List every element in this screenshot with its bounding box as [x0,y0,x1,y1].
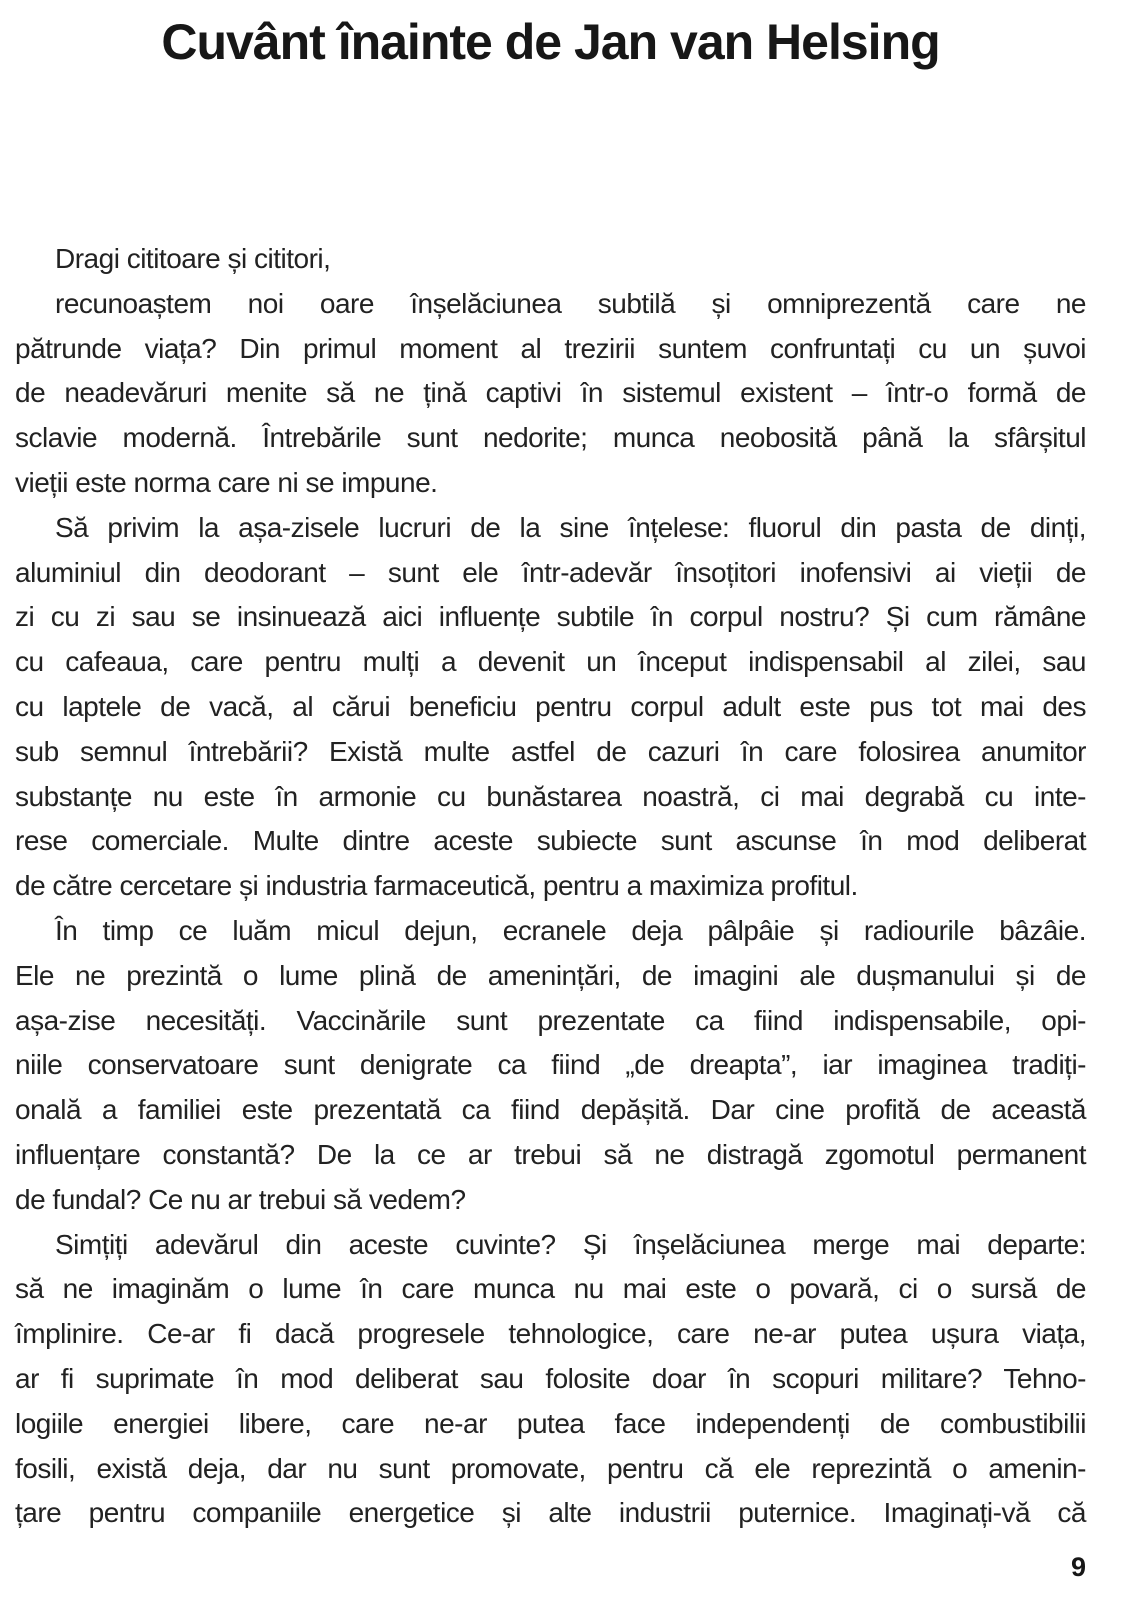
paragraph [15,237,1086,282]
text-line: țare pentru companiile energetice și alte industrii puternice. Imaginați-vă că [15,1497,1086,1529]
text-line: Dragi cititoare și cititori, [55,243,331,274]
text-line: zi cu zi sau se insinuează aici influențe subtile în corpul nostru? Și cum rămâne [15,601,1086,633]
text-line: cu cafeaua, care pentru mulți a devenit un început indispensabil al zilei, sau [15,646,1086,678]
text-line: de către cercetare și industria farmaceutică, pentru a maximiza profitul. [15,870,858,902]
paragraph [15,282,1086,506]
text-line: fosili, există deja, dar nu sunt promovate, pentru că ele reprezintă o amenin- [15,1452,1086,1484]
text-line: aluminiul din deodorant – sunt ele într-adevăr însoțitori inofensivi ai vieții de [15,556,1086,588]
text-line: Să privim la așa-zisele lucruri de la sine înțelese: fluorul din pasta de dinți, [55,511,1086,543]
text-line: influențare constantă? De la ce ar trebui să ne distragă zgomotul permanent [15,1138,1086,1170]
text-line: așa-zise necesități. Vaccinările sunt prezentate ca fiind indispensabile, opi- [15,1004,1086,1036]
text-line: Simțiți adevărul din aceste cuvinte? Și înșelăciunea merge mai departe: [55,1228,1086,1260]
text-line: sub semnul întrebării? Există multe astfel de cazuri în care folosirea anumitor [15,735,1086,767]
paragraph [15,1223,1086,1537]
page-number: 9 [1070,1552,1086,1582]
text-line: pătrunde viața? Din primul moment al trezirii suntem confruntați cu un șuvoi [15,332,1086,364]
text-line: În timp ce luăm micul dejun, ecranele deja pâlpâie și radiourile bâzâie. [55,914,1086,946]
text-line: Ele ne prezintă o lume plină de amenințări, de imagini ale dușmanului și de [15,959,1086,991]
text-line: rese comerciale. Multe dintre aceste subiecte sunt ascunse în mod deliberat [15,825,1086,857]
text-line: împlinire. Ce-ar fi dacă progresele tehnologice, care ne-ar putea ușura viața, [15,1318,1086,1350]
paragraph [15,909,1086,1223]
text-line: recunoaștem noi oare înșelăciunea subtilă și omniprezentă care ne [55,287,1086,319]
text-line: onală a familiei este prezentată ca fiind depășită. Dar cine profită de această [15,1094,1086,1126]
text-line: cu laptele de vacă, al cărui beneficiu pentru corpul adult este pus tot mai des [15,690,1086,722]
text-line: ar fi suprimate în mod deliberat sau folosite doar în scopuri militare? Tehno- [15,1362,1086,1394]
text-line: sclavie modernă. Întrebările sunt nedorite; munca neobosită până la sfârșitul [15,422,1086,454]
text-line: de neadevăruri menite să ne țină captivi în sistemul existent – într-o formă de [15,377,1086,409]
text-line: substanțe nu este în armonie cu bunăstarea noastră, ci mai degrabă cu inte- [15,780,1086,812]
body-text [15,237,1086,1536]
text-line: logiile energiei libere, care ne-ar putea face independenți de combustibilii [15,1407,1086,1439]
text-line: de fundal? Ce nu ar trebui să vedem? [15,1183,466,1215]
text-line: să ne imaginăm o lume în care munca nu mai este o povară, ci o sursă de [15,1273,1086,1305]
text-line: niile conservatoare sunt denigrate ca fiind „de dreapta”, iar imaginea tradiți- [15,1049,1086,1081]
paragraph [15,506,1086,909]
chapter-title: Cuvânt înainte de Jan van Helsing [161,14,940,70]
text-line: vieții este norma care ni se impune. [15,466,438,498]
